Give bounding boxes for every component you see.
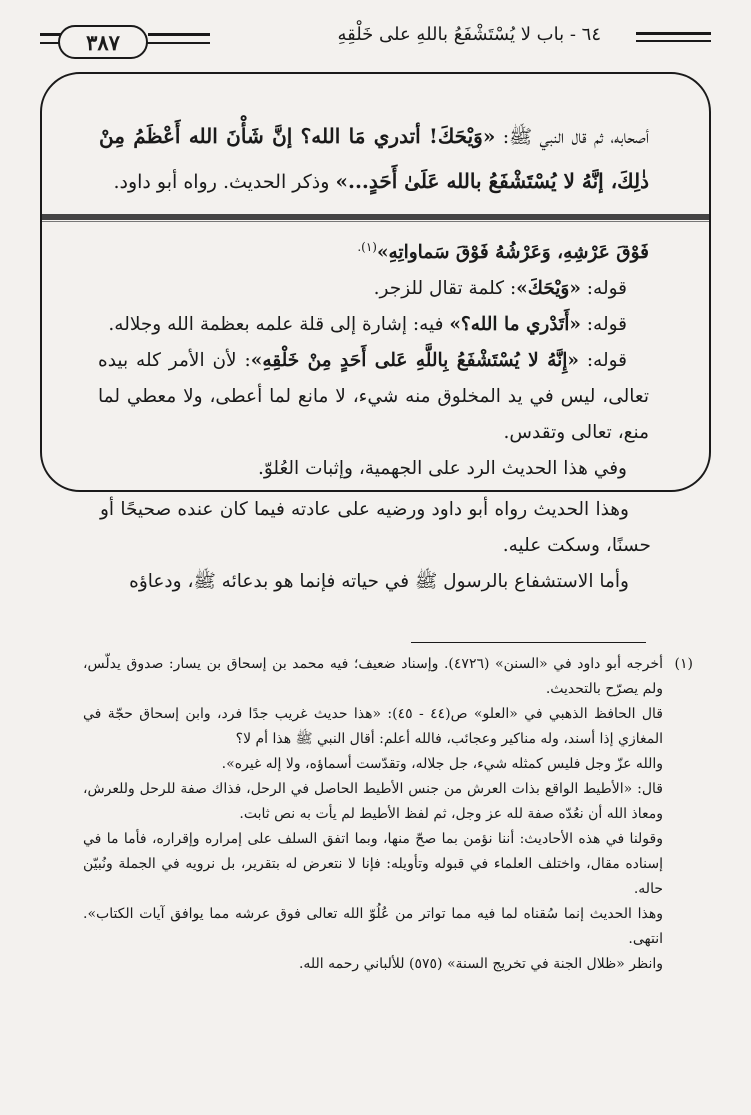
section-divider-thin — [42, 221, 711, 222]
p3-rest: : لأن الأمر كله بيده تعالى، ليس في يد المخلوق منه شيء، لا مانع لما أعطى، ولا معطي لما منع، تعالى وتقدس. — [98, 350, 649, 444]
commentary-p5: وهذا الحديث رواه أبو داود ورضيه على عادته فيما كان عنده صحيحًا أو حسنًا، وسكت عليه. — [100, 499, 651, 556]
p3-bold: «إِنَّهُ لا يُسْتَشْفَعُ بِاللَّهِ عَلى أَحَدٍ مِنْ خَلْقِهِ» — [250, 350, 579, 372]
commentary-p1 — [98, 271, 649, 307]
commentary-block — [98, 229, 649, 487]
hadith-part1: أصحابه، ثم قال النبي ﷺ: — [495, 126, 650, 148]
p1-lead: قوله: — [580, 278, 627, 300]
page-number: ٣٨٧ — [58, 25, 148, 59]
p2-lead: قوله: — [580, 314, 627, 336]
footnote-5: وقولنا في هذه الأحاديث: أننا نؤمن بما صحّ منها، وبما اتفق السلف على إمراره وإقراره، فأما ما في إسناده مقال، واختلف العلماء في قبوله وتأويله: فإنا لا نتعرض له بتقرير، بل نرويه في الجملة ونُبيّن حاله. — [83, 831, 663, 897]
p1-rest: : كلمة تقال للزجر. — [373, 278, 517, 300]
footnote-1 — [83, 652, 693, 702]
hadith-quote: «وَيْحَكَ! أتدري مَا الله؟ إنَّ شَأْنَ الله أَعْظَمُ مِنْ ذٰلِكَ، إنَّهُ لا يُسْتَشْفَعُ بالله عَلَىٰ أَحَدٍ...» — [99, 124, 649, 193]
header-rule-right-bottom — [636, 40, 711, 42]
p2-bold: «أَتَدْري ما الله؟» — [449, 314, 581, 336]
footnote-number: (١) — [674, 656, 693, 672]
p3-lead: قوله: — [578, 350, 628, 372]
commentary-continued — [100, 492, 651, 600]
section-divider — [42, 214, 711, 220]
footnote-ref: (١). — [357, 240, 377, 254]
footnote-4: قال: «الأطيط الواقع بذات العرش من جنس الأطيط الحاصل في الرحل، فذاك صفة للرحل وللعرش، ومعاذ الله أن نعُدّه صفة لله عز وجل، ثم لفظ الأطيط لم يأت به نص ثابت. — [83, 781, 663, 822]
chapter-title: ٦٤ - باب لا يُسْتَشْفَعُ باللهِ على خَلْقِهِ — [337, 24, 601, 45]
commentary-p3 — [98, 343, 649, 451]
hadith-part2: وذكر الحديث. رواه أبو داود. — [113, 171, 336, 193]
p2-rest: فيه: إشارة إلى قلة علمه بعظمة الله وجلاله. — [108, 314, 450, 336]
commentary-p6: وأما الاستشفاع بالرسول ﷺ في حياته فإنما هو بدعائه ﷺ، ودعاؤه — [129, 571, 629, 592]
footnotes-block — [83, 652, 693, 977]
commentary-line0-bold: فَوْقَ عَرْشِهِ، وَعَرْشُهُ فَوْقَ سَماواتِهِ» — [376, 242, 649, 264]
footnote-1-text: أخرجه أبو داود في «السنن» (٤٧٢٦). وإسناد ضعيف؛ فيه محمد بن إسحاق بن يسار: صدوق يدلّس، ولم يصرّح بالتحديث. — [83, 656, 663, 697]
footnote-separator — [411, 642, 646, 643]
footnote-3: والله عزّ وجل فليس كمثله شيء، جل جلاله، وتقدّست أسماؤه، ولا إله غيره». — [221, 756, 663, 772]
commentary-p2 — [98, 307, 649, 343]
commentary-line0 — [98, 229, 649, 271]
footnote-6: وهذا الحديث إنما سُقناه لما فيه مما تواتر من عُلُوّ الله تعالى فوق عرشه مما يوافق آيات الكتاب». انتهى. — [83, 906, 663, 947]
header-rule-right-top — [636, 32, 711, 35]
hadith-text — [99, 114, 649, 204]
commentary-p4: وفي هذا الحديث الرد على الجهمية، وإثبات العُلوّ. — [257, 458, 627, 480]
p1-bold: «وَيْحَكَ» — [516, 278, 581, 300]
header-rule-mid — [148, 33, 210, 36]
hadith-box — [40, 72, 711, 492]
footnote-2: قال الحافظ الذهبي في «العلو» ص(٤٤ - ٤٥): «هذا حديث غريب جدًا فرد، وابن إسحاق حجّة في المغازي إذا أسند، وله مناكير وعجائب، فالله أعلم: أقال النبي ﷺ هذا أم لا؟ — [83, 706, 663, 747]
footnote-7: وانظر «ظلال الجنة في تخريج السنة» (٥٧٥) للألباني رحمه الله. — [298, 956, 663, 972]
